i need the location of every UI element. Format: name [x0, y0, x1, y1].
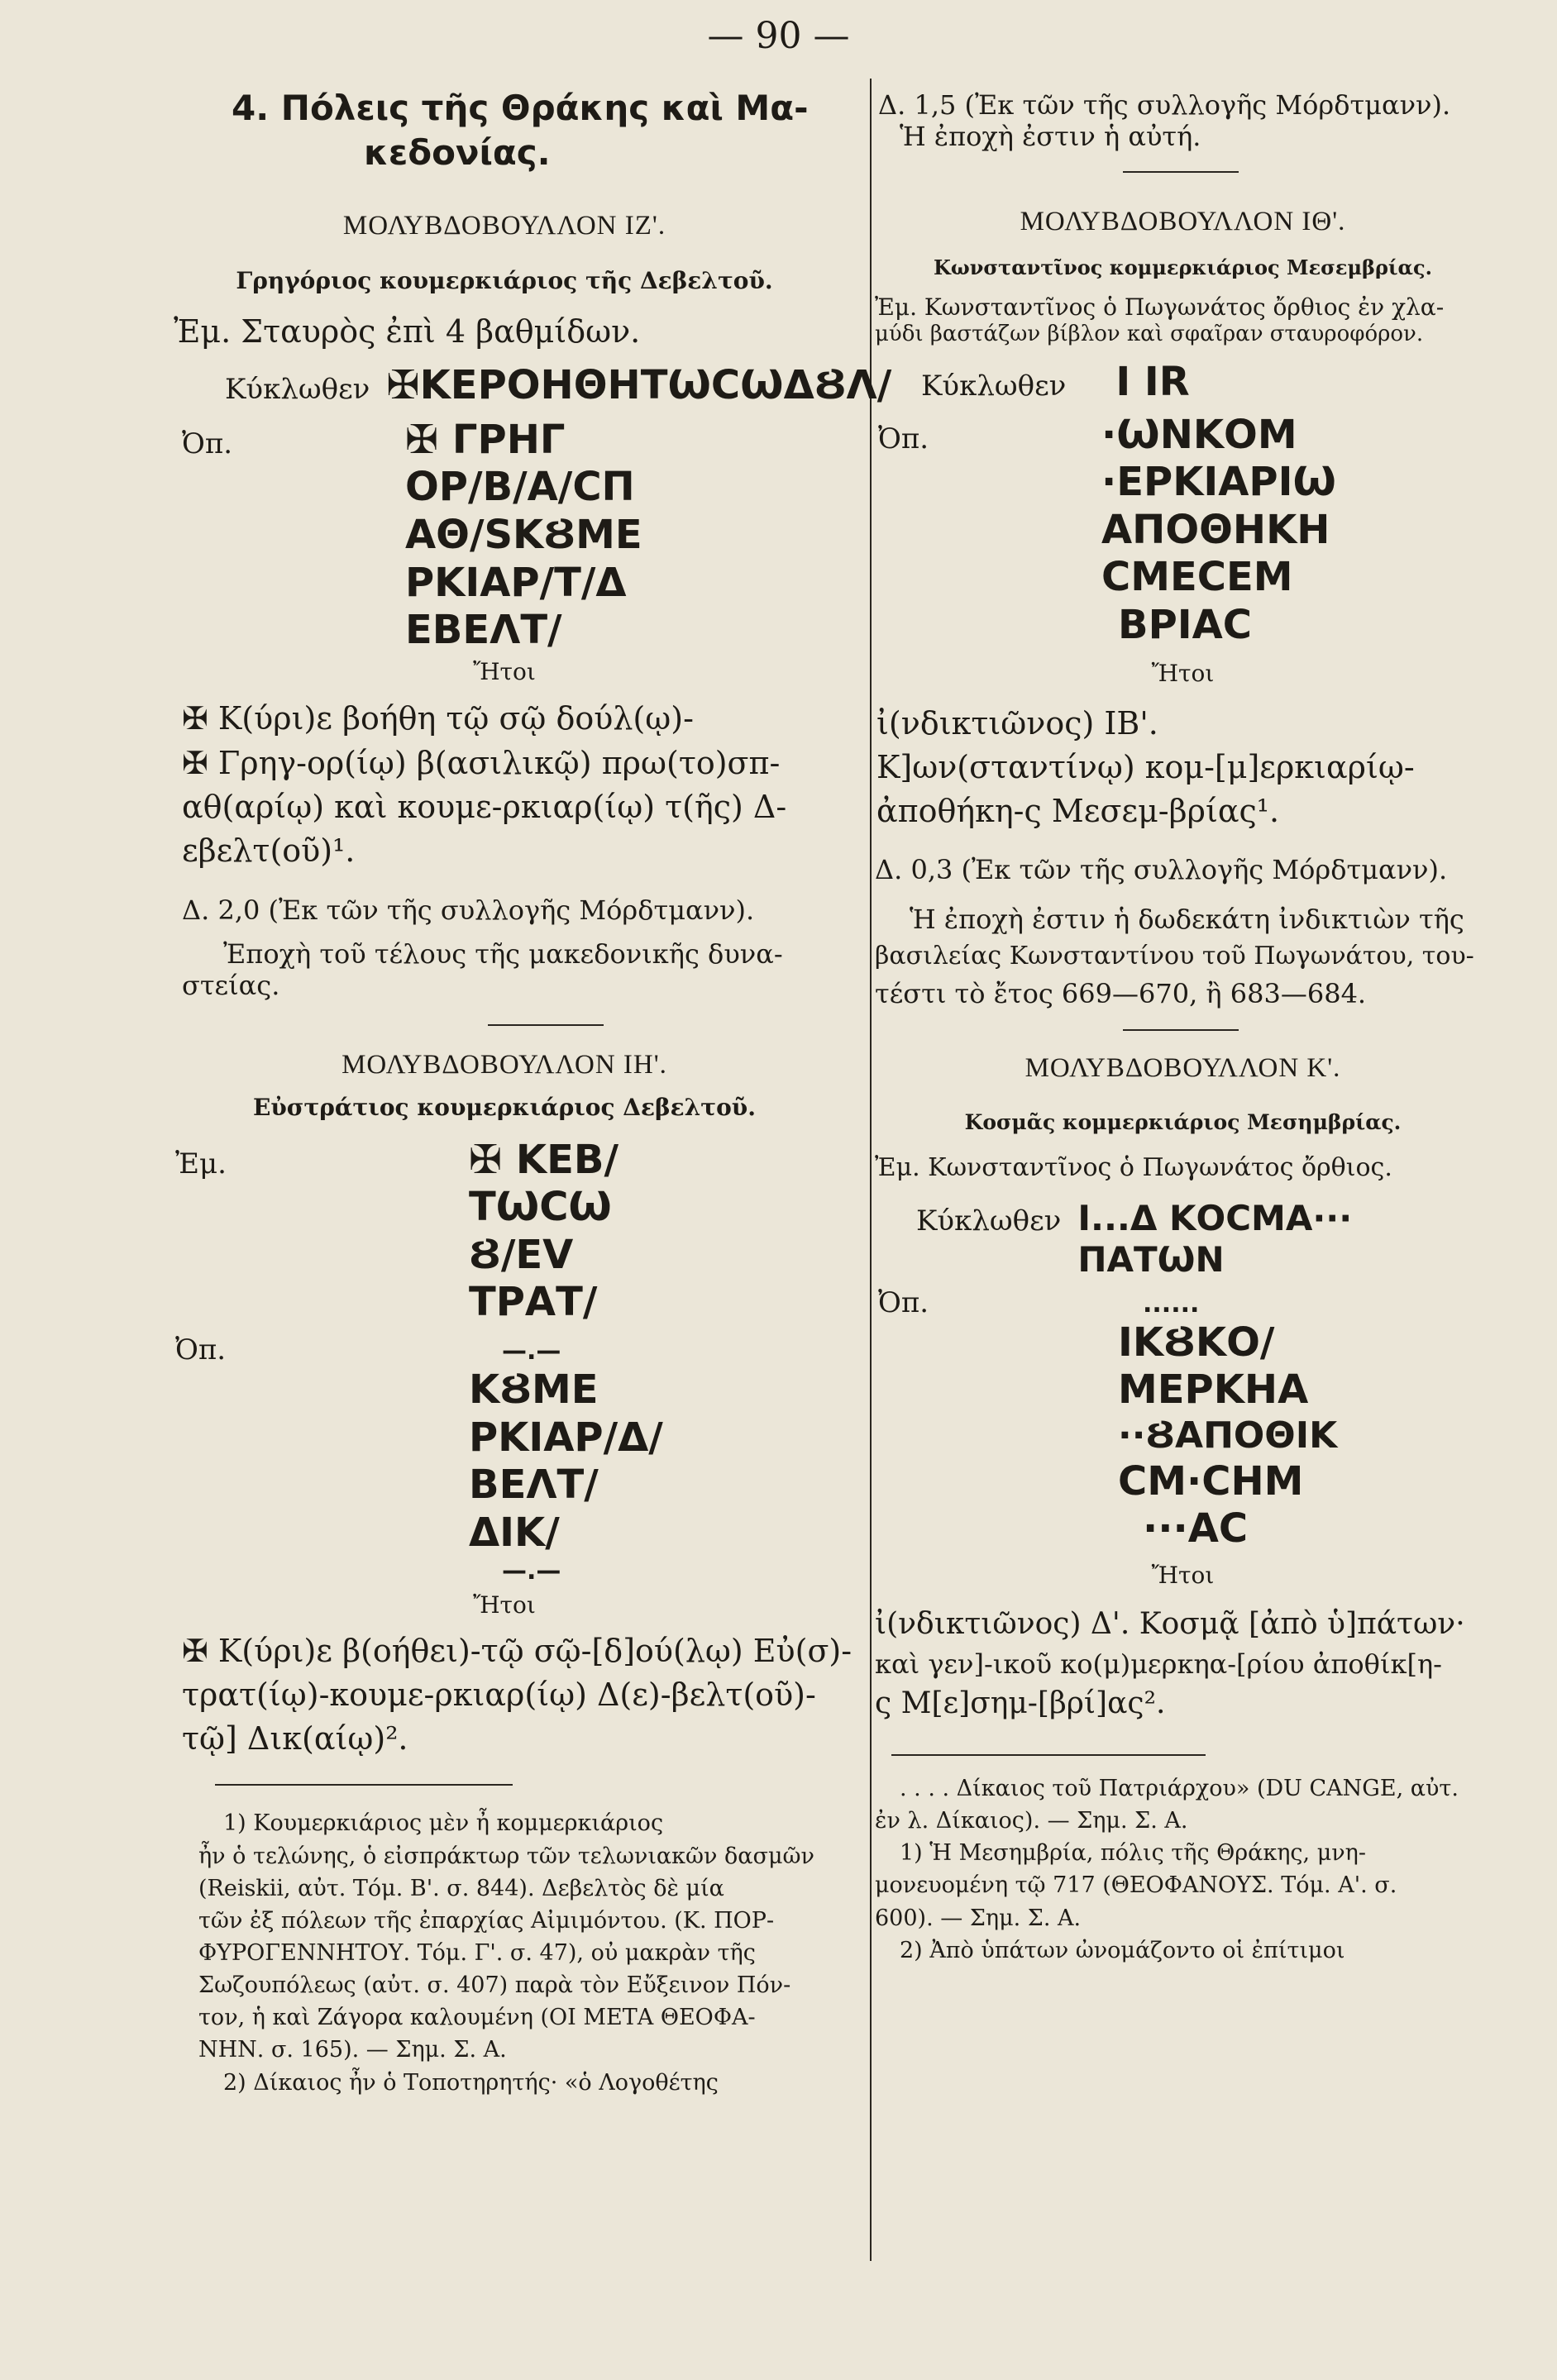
legend-line: ·ѠΝΚΟΜ — [1101, 411, 1297, 458]
section-heading — [232, 86, 852, 175]
reverse-label: Ὀπ. — [878, 422, 929, 455]
legend-line: ΑΘ/SKȢΜΕ — [405, 512, 642, 559]
legend-line: ΑΠΟΘΗΚΗ — [1101, 506, 1330, 553]
legend-line: CΜ·CΗΜ — [1118, 1457, 1304, 1505]
footnote-line: 1) Ἡ Μεσημβρία, πόλις τῆς Θράκης, μνη- — [900, 1840, 1366, 1867]
legend-line: ✠ ΚΕΒ/ — [469, 1136, 619, 1183]
reading-line: ✠ Κ(ύρι)ε βοήθη τῷ σῷ δούλ(ῳ)- — [182, 700, 694, 737]
obverse-legend — [469, 1137, 619, 1327]
epoch-line: βασιλείας Κωνσταντίνου τοῦ Πωγωνάτου, του- — [875, 942, 1474, 971]
circle-legend: I IR — [1115, 358, 1190, 405]
seal-epoch: Ἐποχὴ τοῦ τέλους τῆς μακεδονικῆς δυνα- — [223, 937, 783, 970]
footnote-line: τον, ἡ καὶ Ζάγορα καλουμένη (ΟΙ ΜΕΤΑ ΘΕΟΦΑ- — [198, 2005, 756, 2031]
legend-line: ΜΕΡΚΗΑ — [1118, 1366, 1309, 1414]
seal-title: ΜΟΛΥΒΔΟΒΟΥΛΛΟΝ ΙΗ'. — [341, 1050, 667, 1080]
footnote-rule — [215, 1784, 513, 1786]
legend-line: ΔΙΚ/ — [469, 1509, 560, 1556]
seal-title: ΜΟΛΥΒΔΟΒΟΥΛΛΟΝ ΙΘ'. — [1020, 206, 1346, 236]
legend-line: Ȣ/ΕV — [469, 1231, 574, 1278]
legend-line: ΒΡΙΑC — [1118, 601, 1252, 648]
seal-diameter: Δ. 0,3 (Ἐκ τῶν τῆς συλλογῆς Μόρδτμανν). — [875, 853, 1448, 885]
reading-line: ✠ Γρηγ-ορ(ίῳ) β(ασιλικῷ) πρω(το)σπ- — [182, 744, 781, 781]
legend-line: ΤѠCѠ — [469, 1184, 612, 1231]
section-heading-line: κεδονίας. — [364, 131, 551, 173]
footnote-line: ΝΗΝ. σ. 165). — Σημ. Σ. Α. — [198, 2037, 507, 2063]
footnote-line: 600). — Σημ. Σ. Α. — [875, 1905, 1082, 1931]
reverse-legend — [1118, 1290, 1337, 1553]
etoi-label: Ἤτοι — [1151, 659, 1215, 687]
reverse-block — [157, 417, 852, 655]
circle-legend: ✠ΚΕΡΟΗΘΗΤѠCѠΔȢΛ/ — [386, 362, 892, 409]
seal-epoch — [875, 900, 1491, 1013]
section-heading-line: 4. Πόλεις τῆς Θράκης καὶ Μα- — [232, 88, 809, 128]
reverse-block — [875, 1286, 1491, 1553]
etoi-label: Ἤτοι — [1151, 1561, 1215, 1589]
reverse-block — [875, 412, 1491, 650]
etoi-label: Ἤτοι — [473, 1591, 536, 1619]
reading-line: τῷ] Δικ(αίῳ)². — [182, 1720, 408, 1758]
seal-title: ΜΟΛΥΒΔΟΒΟΥΛΛΟΝ ΙΖ'. — [342, 210, 666, 241]
reverse-block — [157, 1333, 852, 1586]
legend-line: —.— — [502, 1557, 561, 1586]
footnote-line: (Reiskii, αὐτ. Τόμ. Β'. σ. 844). Δεβελτὸς δὲ μία — [198, 1875, 724, 1901]
footnote-line: ἐν λ. Δίκαιος). — Σημ. Σ. Α. — [875, 1808, 1188, 1834]
etoi-label: Ἤτοι — [473, 657, 536, 685]
legend-line: ΡΚΙΑΡ/Δ/ — [469, 1414, 663, 1461]
epoch-line: τέστι τὸ ἔτος 669—670, ἢ 683—684. — [875, 977, 1367, 1009]
footnote-line: . . . . Δίκαιος τοῦ Πατριάρχου» (DU CANGE, αὐτ. — [900, 1776, 1459, 1802]
legend-line: ΡΚΙΑΡ/Τ/Δ — [405, 559, 627, 606]
legend-line: ··ȢΑΠΟΘΙΚ — [1118, 1414, 1338, 1457]
legend-line: ΟΡ/Β/Α/CΠ — [405, 464, 635, 511]
reverse-legend — [405, 417, 642, 655]
reading-line: ς Μ[ε]σημ-[βρί]ας². — [875, 1686, 1166, 1720]
legend-line: ···ΑC — [1143, 1505, 1249, 1552]
legend-line: ΒΕΛΤ/ — [469, 1462, 599, 1509]
left-column — [157, 83, 892, 2099]
reading-line: εβελτ(οῦ)¹. — [182, 832, 356, 869]
reading-line: Κ]ων(σταντίνῳ) κομ-[μ]ερκιαρίῳ- — [876, 749, 1415, 786]
footnote-line: ΦΥΡΟΓΕΝΝΗΤΟΥ. Τόμ. Γ'. σ. 47), οὐ μακρὰν τῆς — [198, 1940, 756, 1967]
page-number: — 90 — — [707, 15, 850, 57]
seal-epoch: στείας. — [182, 969, 280, 1001]
obverse-description: Ἐμ. Κωνσταντῖνος ὁ Πωγωνάτος ὄρθιος. — [875, 1152, 1392, 1182]
legend-line: ΕΒΕΛΤ/ — [405, 607, 562, 654]
footnote-line: μονευομένη τῷ 717 (ΘΕΟΦΑΝΟΥΣ. Τόμ. Α'. σ. — [875, 1872, 1397, 1899]
seal-diameter: Δ. 2,0 (Ἐκ τῶν τῆς συλλογῆς Μόρδτμανν). — [182, 894, 755, 927]
footnote-line: 1) Κουμερκιάριος μὲν ἦ κομμερκιάριος — [223, 1810, 664, 1837]
seal-17 — [157, 210, 892, 1002]
reverse-legend — [1101, 412, 1336, 650]
reverse-legend — [469, 1337, 663, 1586]
reading-line: τρατ(ίῳ)-κουμε-ρκιαρ(ίῳ) Δ(ε)-βελτ(οῦ)- — [182, 1676, 816, 1714]
footnote-line: τῶν ἐξ πόλεων τῆς ἐπαρχίας Αἰμιμόντου. (Κ. ΠΟΡ- — [198, 1907, 775, 1934]
obverse-label: Ἐμ. — [175, 1147, 227, 1180]
seal-subtitle: Εὐστράτιος κουμερκιάριος Δεβελτοῦ. — [253, 1093, 756, 1121]
separator — [1123, 171, 1239, 173]
footnotes — [198, 1807, 852, 2098]
seal-subtitle: Γρηγόριος κουμερκιάριος τῆς Δεβελτοῦ. — [236, 267, 773, 295]
reading-line: ✠ Κ(ύρι)ε β(οήθει)-τῷ σῷ-[δ]ού(λῳ) Εὐ(σ)- — [182, 1632, 853, 1669]
seal-title: ΜΟΛΥΒΔΟΒΟΥΛΛΟΝ Κ'. — [1024, 1053, 1341, 1084]
footnotes — [875, 1772, 1491, 1967]
seal-20 — [875, 1052, 1491, 1724]
reading-line: ἰ(νδικτιῶνος) Δ'. Κοσμᾷ [ἀπὸ ὑ]πάτων· — [875, 1607, 1465, 1642]
separator — [1123, 1029, 1239, 1031]
reverse-label: Ὀπ. — [175, 1333, 227, 1366]
footnote-rule — [891, 1754, 1206, 1756]
seal-reading — [876, 702, 1491, 834]
seal-reading — [875, 1604, 1491, 1724]
seal-reading — [182, 697, 852, 873]
obverse-description: Ἐμ. Σταυρὸς ἐπὶ 4 βαθμίδων. — [174, 312, 641, 350]
reverse-label: Ὀπ. — [878, 1285, 929, 1319]
legend-line: ΙΚȢΚΟ/ — [1118, 1319, 1275, 1366]
seal-subtitle: Κωνσταντῖνος κομμερκιάριος Μεσεμβρίας. — [934, 255, 1432, 280]
circle-label: Κύκλωθεν — [225, 373, 370, 407]
legend-line: —.— — [502, 1336, 561, 1366]
footnote-line: Σωζουπόλεως (αὐτ. σ. 407) παρὰ τὸν Εὔξεινον Πόν- — [198, 1972, 791, 1999]
obverse-description: μύδι βαστάζων βίβλον καὶ σφαῖραν σταυροφόρον. — [875, 321, 1424, 346]
seal-reading — [182, 1629, 852, 1762]
carryover-line: Δ. 1,5 (Ἐκ τῶν τῆς συλλογῆς Μόρδτμανν). — [878, 89, 1451, 121]
circle-inscription — [225, 362, 892, 410]
circle-legend: I...Δ ΚΟCΜΑ··· ΠΑΤѠΝ — [1077, 1197, 1353, 1281]
reading-line: ἀποθήκη-ς Μεσεμ-βρίας¹. — [876, 793, 1280, 830]
circle-inscription — [921, 359, 1491, 407]
seal-subtitle: Κοσμᾶς κομμερκιάριος Μεσημβρίας. — [964, 1109, 1402, 1134]
circle-label: Κύκλωθεν — [916, 1204, 1062, 1238]
reading-line: αθ(αρίῳ) καὶ κουμε-ρκιαρ(ίῳ) τ(ῆς) Δ- — [182, 788, 787, 825]
seal-18 — [157, 1049, 852, 1761]
legend-line: ΤΡΑΤ/ — [469, 1279, 598, 1326]
separator — [488, 1024, 604, 1026]
legend-line: CΜΕCΕΜ — [1101, 554, 1293, 601]
reading-line: ἰ(νδικτιῶνος) ΙΒ'. — [876, 705, 1158, 742]
legend-line: ΚȢΜΕ — [469, 1366, 599, 1413]
reading-line: καὶ γεν]-ικοῦ κο(μ)μερκηα-[ρίου ἀποθίκ[η- — [875, 1648, 1442, 1680]
legend-line: ✠ ΓΡΗΓ — [405, 416, 566, 463]
obverse-block — [157, 1137, 852, 1327]
footnote-line: 2) Δίκαιος ἦν ὁ Τοποτηρητής· «ὁ Λογοθέτης — [223, 2069, 719, 2096]
right-column — [875, 83, 1491, 1967]
seal-19 — [875, 206, 1491, 1014]
obverse-description: Ἐμ. Κωνσταντῖνος ὁ Πωγωνάτος ὄρθιος ἐν χλα- — [875, 293, 1445, 322]
reverse-label: Ὀπ. — [182, 427, 233, 460]
carryover-line: Ἡ ἐποχὴ ἐστιν ἡ αὐτή. — [900, 121, 1201, 153]
circle-label: Κύκλωθεν — [921, 369, 1067, 403]
footnote-line: ἦν ὁ τελώνης, ὁ εἰσπράκτωρ τῶν τελωνιακῶν δασμῶν — [198, 1843, 814, 1869]
epoch-line: Ἡ ἐποχὴ ἐστιν ἡ δωδεκάτη ἰνδικτιὼν τῆς — [910, 904, 1464, 936]
legend-line: ...... — [1143, 1289, 1200, 1319]
footnote-line: 2) Ἀπὸ ὑπάτων ὠνομάζοντο οἱ ἐπίτιμοι — [900, 1937, 1345, 1963]
circle-inscription — [916, 1198, 1491, 1281]
legend-line: ·ΕΡΚΙΑΡΙѠ — [1101, 459, 1336, 506]
